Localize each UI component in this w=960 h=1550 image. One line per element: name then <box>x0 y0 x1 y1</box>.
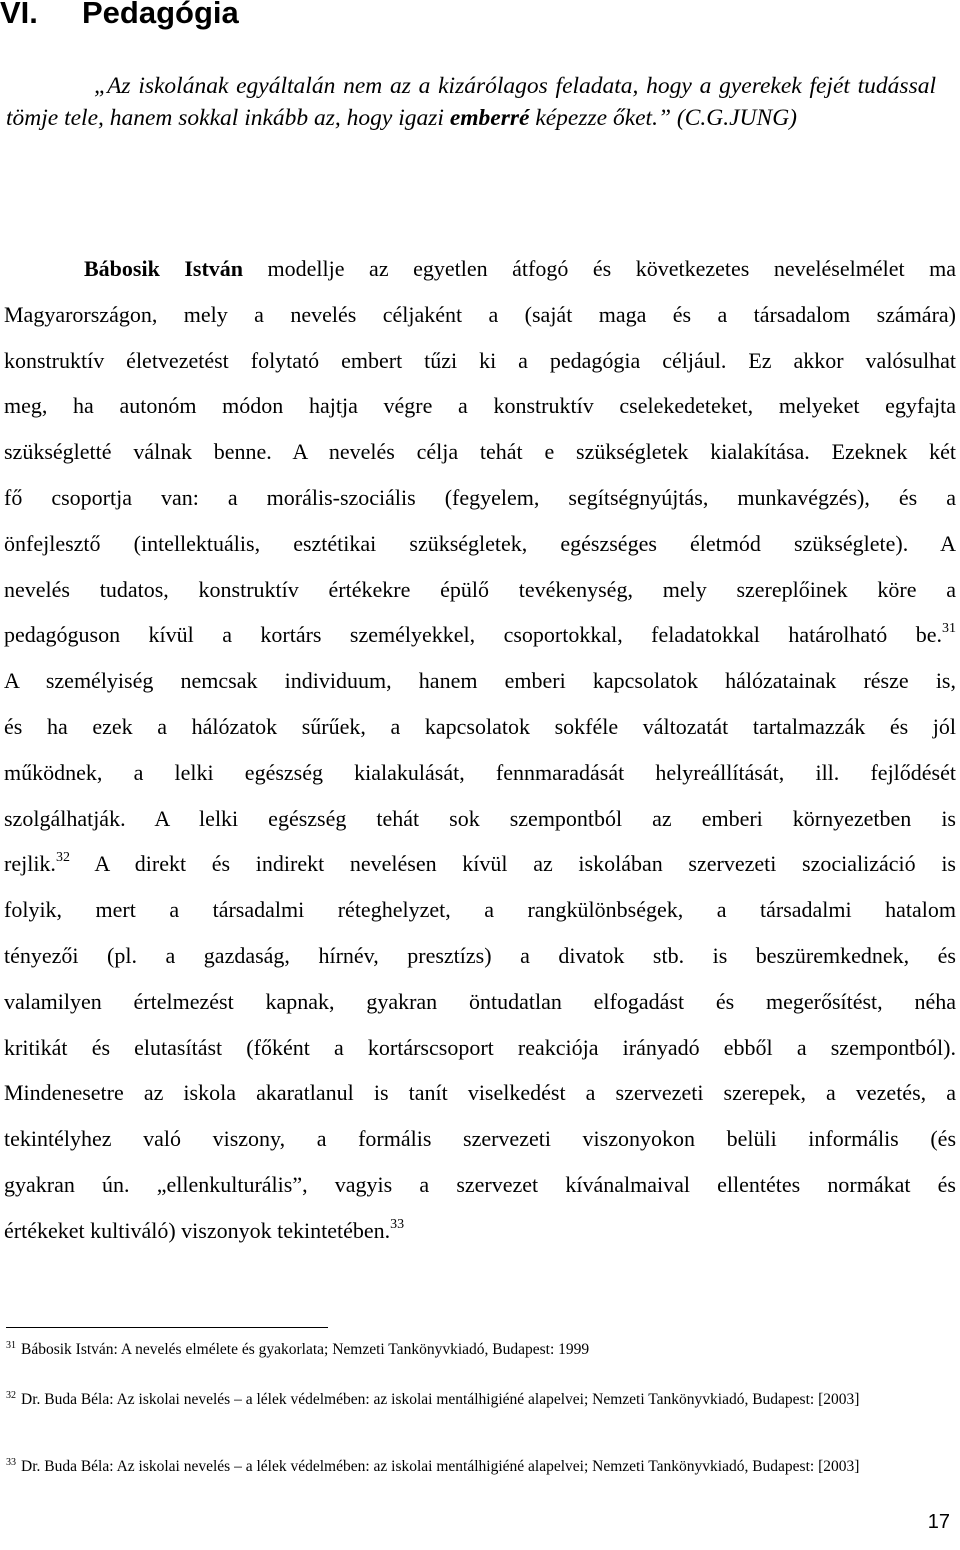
footnote-number: 31 <box>6 1340 16 1351</box>
body-line <box>4 429 956 475</box>
footnote-reference[interactable]: 32 <box>55 850 70 866</box>
line-text-continued: A direkt és indirekt nevelésen kívül az iskolában szervezeti szocializáció is <box>69 851 956 877</box>
body-line <box>4 841 956 887</box>
epigraph-quote <box>6 70 936 134</box>
line-text: szolgálhatják. A lelki egészség tehát sok szempontból az emberi környezetben is <box>4 805 956 831</box>
line-text: önfejlesztő (intellektuális, esztétikai szükségletek, egészséges életmód szükséglete). A <box>4 530 956 556</box>
footnote-separator <box>6 1327 328 1328</box>
line-text: tekintélyhez való viszony, a formális szervezeti viszonyokon belüli informális (és <box>4 1126 956 1152</box>
body-line <box>4 475 956 521</box>
footnote-text: Bábosik István: A nevelés elmélete és gyakorlata; Nemzeti Tankönyvkiadó, Budapest: 1999 <box>21 1341 590 1358</box>
body-line <box>4 796 956 842</box>
footnote-31 <box>6 1336 951 1363</box>
body-line <box>4 292 956 338</box>
line-text: és ha ezek a hálózatok sűrűek, a kapcsolatok sokféle változatát tartalmazzák és jól <box>4 713 956 739</box>
line-text: valamilyen értelmezést kapnak, gyakran öntudatlan elfogadást és megerősítést, néha <box>4 988 956 1014</box>
body-line <box>4 658 956 704</box>
footnote-number: 32 <box>6 1390 16 1401</box>
line-text: tényezői (pl. a gazdaság, hírnév, presztízs) a divatok stb. is beszüremkednek, és <box>4 942 956 968</box>
body-line <box>4 246 956 292</box>
footnote-text: Dr. Buda Béla: Az iskolai nevelés – a lélek védelmében: az iskolai mentálhigiéné alapelvei; Nemzeti Tankönyvkiadó, Budapest: [2003] <box>21 1391 860 1408</box>
footnote-number: 33 <box>6 1457 16 1468</box>
main-paragraph <box>4 246 956 1254</box>
page-number: 17 <box>927 1511 950 1533</box>
line-text: szükségletté válnak benne. A nevelés célja tehát e szükségletek kialakítása. Ezeknek két <box>4 439 956 465</box>
footnote-reference[interactable]: 31 <box>942 621 956 637</box>
quote-text-2: képezze őket.” (C.G.JUNG) <box>529 105 798 131</box>
body-line <box>4 887 956 933</box>
line-text: működnek, a lelki egészség kialakulását, fennmaradását helyreállítását, ill. fejlődését <box>4 759 956 785</box>
line-text: meg, ha autonóm módon hajtja végre a konstruktív cselekedeteket, melyeket egyfajta <box>4 393 956 419</box>
line-text: rejlik. <box>4 851 56 877</box>
line-text: A személyiség nemcsak individuum, hanem emberi kapcsolatok hálózatainak része is, <box>4 668 956 694</box>
line-text: modellje az egyetlen átfogó és következetes neveléselmélet ma <box>243 256 956 281</box>
body-line <box>4 750 956 796</box>
body-line <box>4 1208 956 1254</box>
line-text: fő csoportja van: a morális-szociális (fegyelem, segítségnyújtás, munkavégzés), és a <box>4 484 956 510</box>
body-line <box>4 1070 956 1116</box>
body-line <box>4 383 956 429</box>
line-text: Magyarországon, mely a nevelés céljaként a (saját maga és a társadalom számára) <box>4 301 956 327</box>
body-line <box>4 521 956 567</box>
line-text: pedagóguson kívül a kortárs személyekkel, csoportokkal, feladatokkal határolható be. <box>4 622 942 648</box>
chapter-title: Pedagógia <box>82 0 239 30</box>
quote-emphasis: emberré <box>449 105 530 131</box>
footnote-33 <box>6 1453 951 1480</box>
body-line <box>4 1116 956 1162</box>
chapter-heading <box>0 0 239 38</box>
line-text: gyakran ún. „ellenkulturális”, vagyis a szervezet kívánalmaival ellentétes normákat és <box>4 1171 956 1197</box>
author-name: Bábosik István <box>84 256 244 281</box>
footnote-reference[interactable]: 33 <box>390 1216 405 1232</box>
line-text: folyik, mert a társadalmi réteghelyzet, a rangkülönbségek, a társadalmi hatalom <box>4 897 956 923</box>
body-line <box>4 933 956 979</box>
line-text: konstruktív életvezetést folytató embert tűzi ki a pedagógia céljául. Ez akkor valósulhat <box>4 347 956 373</box>
body-line <box>4 1162 956 1208</box>
chapter-number: VI. <box>0 0 38 30</box>
line-text: kritikát és elutasítást (főként a kortárscsoport reakciója irányadó ebből a szempontból). <box>4 1034 956 1060</box>
body-line <box>4 612 956 658</box>
body-line <box>4 338 956 384</box>
body-line <box>4 567 956 613</box>
footnote-32 <box>6 1386 951 1413</box>
line-text: Mindenesetre az iskola akaratlanul is tanít viselkedést a szervezeti szerepek, a vezetés, a <box>4 1080 956 1106</box>
line-text: értékeket kultiváló) viszonyok tekintetében. <box>4 1217 391 1243</box>
body-line <box>4 979 956 1025</box>
line-text: nevelés tudatos, konstruktív értékekre épülő tevékenység, mely szereplőinek köre a <box>4 576 956 602</box>
body-line <box>4 1025 956 1071</box>
footnote-text: Dr. Buda Béla: Az iskolai nevelés – a lélek védelmében: az iskolai mentálhigiéné alapelvei; Nemzeti Tankönyvkiadó, Budapest: [2003] <box>21 1458 860 1475</box>
quote-text-1: „Az iskolának egyáltalán nem az a kizárólagos feladata, hogy a gyerekek fejét tudással tömje tele, hanem sokkal inkább az, hogy igazi <box>6 73 936 131</box>
body-line <box>4 704 956 750</box>
